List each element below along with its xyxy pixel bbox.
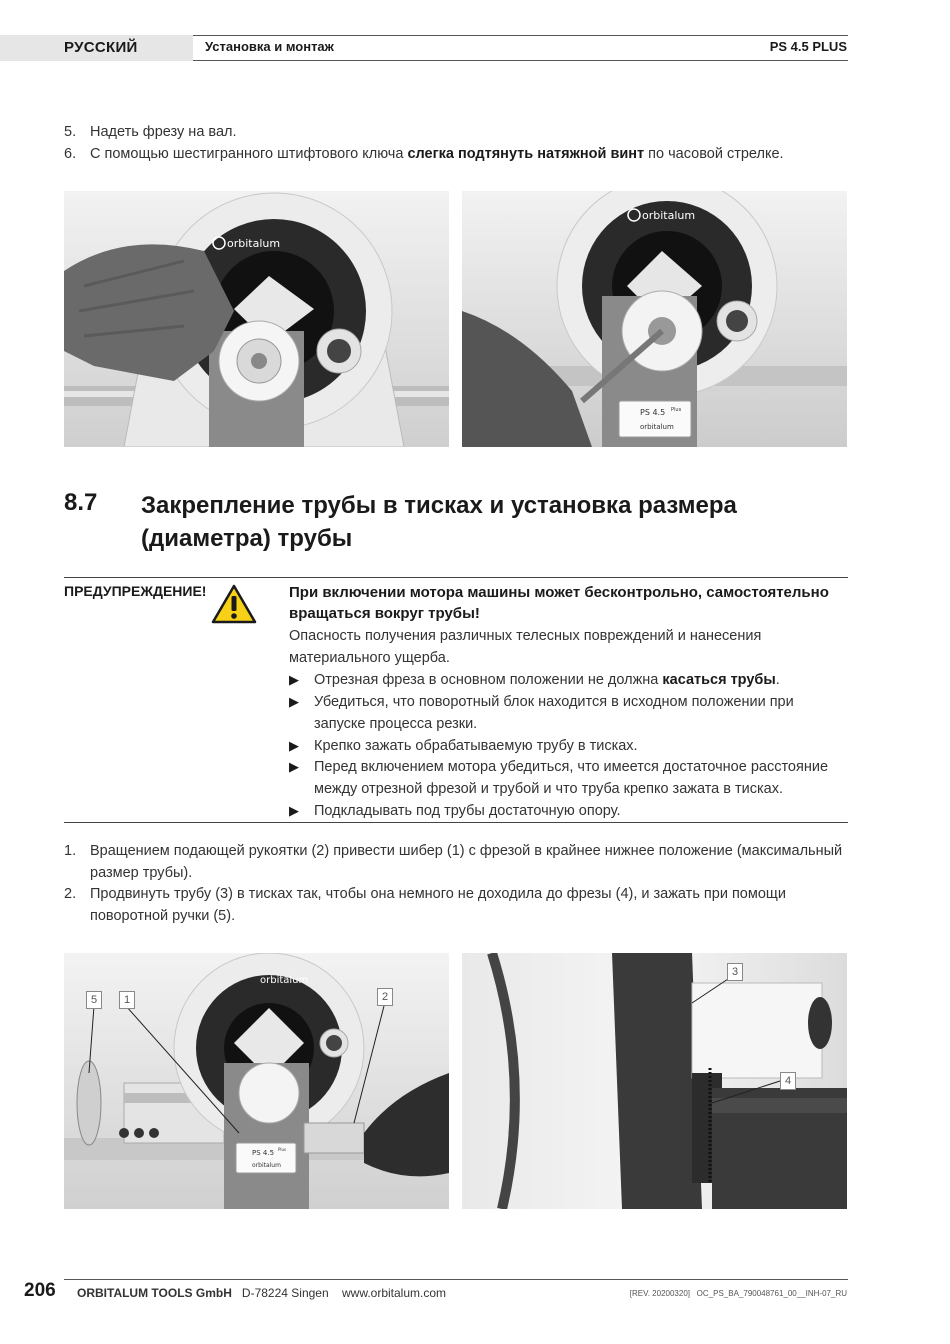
photo-plate-sup: Plus	[278, 1147, 287, 1152]
step-text: Надеть фрезу на вал.	[90, 124, 237, 140]
step-2	[64, 883, 844, 927]
step-number: 6.	[64, 146, 77, 162]
photo-tighten-screw	[462, 191, 847, 447]
step-text	[90, 143, 850, 165]
photo-plate-model: PS 4.5	[640, 408, 666, 417]
bullet-arrow-icon: ▶	[289, 803, 299, 818]
callout-3: 3	[727, 963, 743, 981]
warning-label: ПРЕДУПРЕЖДЕНИЕ!	[64, 583, 207, 599]
bullet-text: Крепко зажать обрабатываемую трубу в тисках.	[314, 738, 638, 754]
photo-plate-model: PS 4.5	[252, 1149, 275, 1157]
callout-5: 5	[86, 991, 102, 1009]
callout-4: 4	[780, 1072, 796, 1090]
footer-company-info	[77, 1286, 446, 1300]
step-number: 1.	[64, 843, 77, 859]
step-text-part: по часовой стрелке.	[644, 146, 784, 162]
bullet-text: Убедиться, что поворотный блок находится в исходном положении при запуске процесса резки.	[314, 694, 794, 732]
header-model: PS 4.5 PLUS	[769, 39, 847, 54]
footer-revision-info	[630, 1289, 847, 1298]
callout-2: 2	[377, 988, 393, 1006]
photo-logo-text: orbitalum	[642, 209, 696, 222]
bullet-arrow-icon: ▶	[289, 759, 299, 774]
warning-description: Опасность получения различных телесных повреждений и нанесения материального ущерба.	[289, 628, 762, 666]
warning-rule-bottom	[64, 822, 848, 823]
section-number: 8.7	[64, 489, 98, 516]
footer-doc-code: OC_PS_BA_790048761_00__INH-07_RU	[696, 1289, 847, 1298]
footer-revision: [REV. 20200320]	[629, 1289, 690, 1298]
section-title: Закрепление трубы в тисках и установка размера (диаметра) трубы	[141, 492, 737, 552]
footer-rule	[64, 1279, 848, 1280]
bullet-text-part: Отрезная фреза в основном положении не должна	[314, 672, 663, 688]
step-number: 2.	[64, 886, 77, 902]
step-1	[64, 840, 844, 884]
header-language-tab	[0, 35, 193, 61]
footer-address: D-78224 Singen	[241, 1286, 329, 1300]
page-number: 206	[24, 1280, 56, 1301]
header-rule-bottom	[193, 60, 848, 61]
step-number: 5.	[64, 124, 77, 140]
photo-logo-text: orbitalum	[260, 975, 309, 986]
step-text-part: С помощью шестигранного штифтового ключа	[90, 146, 408, 162]
footer-website[interactable]: www.orbitalum.com	[341, 1286, 447, 1300]
bullet-text	[314, 669, 849, 691]
footer-company: ORBITALUM TOOLS GmbH	[77, 1286, 232, 1300]
photo-pipe-cutter-closeup	[462, 953, 847, 1209]
photo-plate-brand: orbitalum	[252, 1162, 281, 1169]
bullet-text-bold: касаться трубы	[662, 672, 776, 688]
warning-heading: При включении мотора машины может бесконтрольно, самостоятельно вращаться вокруг трубы!	[289, 584, 829, 622]
bullet-arrow-icon: ▶	[289, 672, 299, 687]
warning-triangle-icon	[211, 584, 257, 629]
step-text: Вращением подающей рукоятки (2) привести шибер (1) с фрезой в крайнее нижнее положение (максимальный размер трубы).	[90, 843, 843, 881]
photo-plate-brand: orbitalum	[640, 423, 674, 431]
photo-logo-text: orbitalum	[227, 237, 281, 250]
bullet-arrow-icon: ▶	[289, 694, 299, 709]
photo-machine-callouts	[64, 953, 449, 1209]
header-rule-top	[193, 35, 848, 36]
bullet-arrow-icon: ▶	[289, 738, 299, 753]
step-text: Продвинуть трубу (3) в тисках так, чтобы она немного не доходила до фрезы (4), и зажать при помощи поворотной ручки (5).	[90, 886, 786, 924]
header-language: РУССКИЙ	[64, 39, 138, 56]
bullet-text: Перед включением мотора убедиться, что имеется достаточное расстояние между отрезной фрезой и трубой и что труба крепко зажата в тисках.	[314, 759, 829, 797]
photo-install-cutter	[64, 191, 449, 447]
callout-1: 1	[119, 991, 135, 1009]
header-section: Установка и монтаж	[205, 39, 334, 54]
bullet-text: Подкладывать под трубы достаточную опору.	[314, 803, 621, 819]
bullet-text-part: .	[775, 672, 780, 688]
warning-rule-top	[64, 577, 848, 578]
photo-plate-sup: Plus	[671, 407, 682, 413]
step-text-bold: слегка подтянуть натяжной винт	[407, 146, 645, 162]
